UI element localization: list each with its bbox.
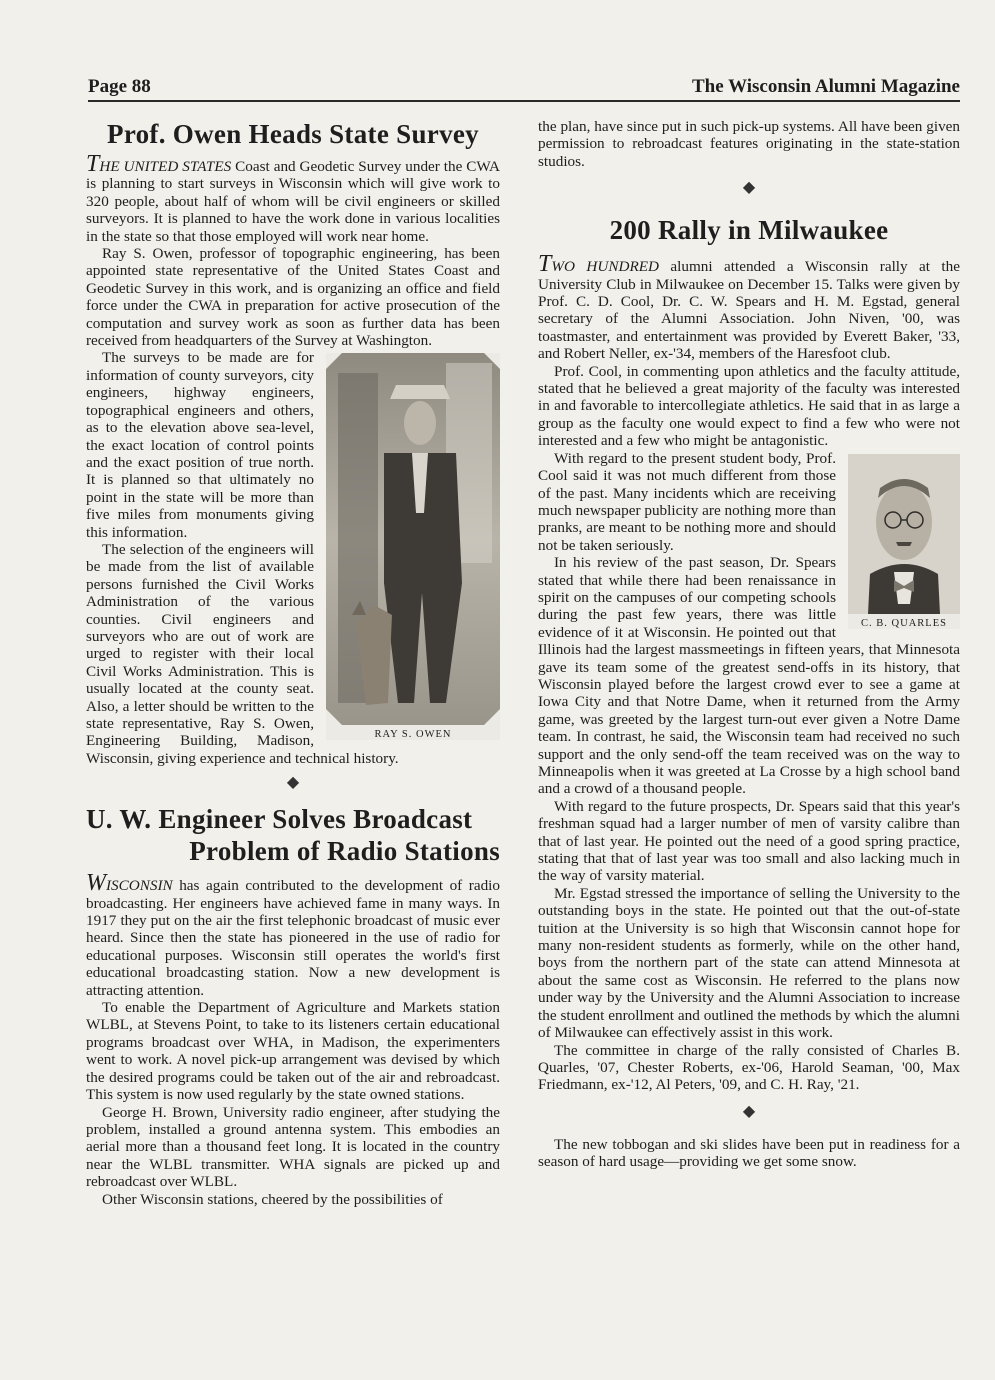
magazine-title: The Wisconsin Alumni Magazine — [692, 76, 960, 97]
page-header — [88, 74, 960, 102]
radio-paragraph: WISCONSIN has again contributed to the development of radio broadcasting. Her engineers have achieved fame in many ways. In 1917 they put on the air the first telephonic broadcast of music ever heard. Since then the state has pioneered in the use of radio for educational purposes. Wisconsin still operates the world's first educational broadcasting station. Now a new development is attracting attention. — [86, 870, 500, 999]
rally-paragraph: Prof. Cool, in commenting upon athletics and the faculty attitude, stated that he believed a great majority of the faculty was interested in and favorable to intercollegiate athletics. He said that in as large a group as the faculty one would expect to find a few who were not interested and a few who might be antagonistic. — [538, 362, 960, 450]
radio-article-title-line2: Problem of Radio Stations — [189, 836, 500, 867]
lead-caps: HE UNITED STATES — [99, 158, 232, 175]
ornament-divider: ◆ — [742, 179, 756, 197]
owen-photo — [326, 353, 500, 740]
owen-article-title: Prof. Owen Heads State Survey — [107, 119, 479, 149]
owen-paragraph: THE UNITED STATES Coast and Geodetic Survey under the CWA is planning to start surveys in Wisconsin which will give work to 320 people, about half of whom will be civil engineers or skilled surveyors. It is planned to have the work done in various localities in the state so that those employed will work near home. — [86, 151, 500, 245]
ornament-divider: ◆ — [742, 1102, 756, 1120]
rally-paragraph: With regard to the present student body, Prof. Cool said it was not much different from those of the past. Many incidents which are receiving much newspaper publicity are nothing more than pranks, are meant to be nothing more and should not be taken seriously. — [538, 449, 836, 554]
radio-paragraph: George H. Brown, University radio engineer, after studying the problem, installed a ground antenna system. This embodies an aerial more than a thousand feet long. It is located in the country near the WLBL transmitter. WHA signals are picked up and rebroadcast over WLBL. — [86, 1103, 500, 1191]
ornament-divider: ◆ — [286, 774, 300, 792]
owen-photo-image — [326, 353, 500, 725]
lead-caps: WO HUNDRED — [551, 258, 659, 276]
portrait-standing-man-with-dog — [326, 353, 500, 725]
rally-paragraph: TWO HUNDRED alumni attended a Wisconsin rally at the University Club in Milwaukee on December 15. Talks were given by Prof. C. D. Cool, Dr. C. W. Spears and H. M. Egstad, general secretary of the Alumni Association. John Niven, '00, was toastmaster, and entertainment was provided by Everett Baker, '33, and Robert Neller, ex-'34, members of the Haresfoot club. — [538, 251, 960, 363]
page-number: Page 88 — [88, 76, 151, 97]
owen-paragraph: The surveys to be made are for information of county surveyors, city engineers, highway engineers, topographical engineers and others, as to the elevation above sea-level, the exact location of control points and the exact position of true north. It is planned so that ultimately no point in the state will be more than five miles from monuments giving this information. — [86, 349, 314, 541]
lead-caps: ISCONSIN — [106, 877, 173, 895]
owen-paragraph: Ray S. Owen, professor of topographic engineering, has been appointed state representative of the United States Coast and Geodetic Survey in this work, and is organizing an office and field force under the CWA in preparation for active prosecution of the computation and survey work as soon as further data has been received from headquarters of the Survey at Washington. — [86, 245, 500, 350]
rally-paragraph: In his review of the past season, Dr. Spears stated that while there had been renaissance in spirit on the campuses of our competing schools during the past few years, there was little evidence of it at Wisconsin. He pointed out that Illinois had the largest massmeetings in fifteen years, that Minnesota gave its team some of the greatest send-offs in its history, that Wisconsin played before the largest crowd ever to see a game at Iowa City and that Notre Dame, when it returned from the Army game, was greeted by the largest turn-out ever given a Notre Dame team. In contrast, he said, the Wisconsin team had received no such support and the only send-off the team received was on the way to Minneapolis when it was greeted at La Crosse by a high school band and a crowd of a thousand people. — [538, 554, 960, 798]
left-column — [86, 118, 500, 1208]
quarles-photo-image — [848, 454, 960, 614]
radio-paragraph: To enable the Department of Agriculture and Markets station WLBL, at Stevens Point, to take to its listeners certain educational programs broadcast over WHA, in Madison, the experimenters went to work. A novel pick-up arrangement was devised by which the desired programs could be taken out of the air and rebroadcast. This system is now used regularly by the state owned stations. — [86, 999, 500, 1104]
right-column — [538, 118, 960, 1171]
rally-paragraph: The committee in charge of the rally consisted of Charles B. Quarles, '07, Chester Roberts, ex-'06, Harold Seaman, '00, Max Friedmann, ex-'12, Al Peters, '09, and C. H. Ray, '21. — [538, 1041, 960, 1094]
drop-cap: W — [86, 870, 106, 897]
rally-paragraph: With regard to the future prospects, Dr. Spears said that this year's freshman squad had a larger number of men of varsity calibre than that of last year. He pointed out the need of a good spring practice, stating that that of last year was too small and also lacking much in the way of varsity material. — [538, 797, 960, 885]
tobbogan-paragraph: The new tobbogan and ski slides have been put in readiness for a season of hard usage—providing we get some snow. — [538, 1135, 960, 1171]
portrait-man-with-glasses — [848, 454, 960, 614]
owen-paragraph: The selection of the engineers will be made from the list of available persons furnished the Civil Works Administration of the various counties. Civil engineers and surveyors who are out of work are urged to register with their local Civil Works Administration. This is usually located at the county seat. Also, a letter should be written to the state representative, Ray S. Owen, Engineering Building, Madison, Wisconsin, giving experience and technical history. — [86, 540, 399, 767]
radio-paragraph: Other Wisconsin stations, cheered by the possibilities of — [102, 1190, 443, 1208]
radio-paragraph-continued: the plan, have since put in such pick-up systems. All have been given permission to rebroadcast features originating in the state-station studios. — [538, 118, 960, 170]
drop-cap: T — [86, 151, 100, 177]
rally-article-title: 200 Rally in Milwaukee — [609, 215, 889, 246]
rally-paragraph: Mr. Egstad stressed the importance of selling the University to the outstanding boys in the state. He pointed out that the out-of-state tuition at the University is so high that Wisconsin cannot hope for many non-resident students as formerly, while on the other hand, boys from the northern part of the state can attend Minnesota at about the same cost as Wisconsin. He referred to the plans now under way by the University and the Alumni Association to increase the student enrollment and outlined the methods by which the alumni of Milwaukee can effectively assist in this work. — [538, 884, 960, 1042]
drop-cap: T — [538, 251, 552, 278]
photo-caption: C. B. QUARLES — [861, 617, 947, 629]
radio-article-title-line1: U. W. Engineer Solves Broadcast — [86, 804, 473, 835]
photo-caption: RAY S. OWEN — [374, 729, 452, 741]
quarles-photo — [848, 454, 960, 629]
